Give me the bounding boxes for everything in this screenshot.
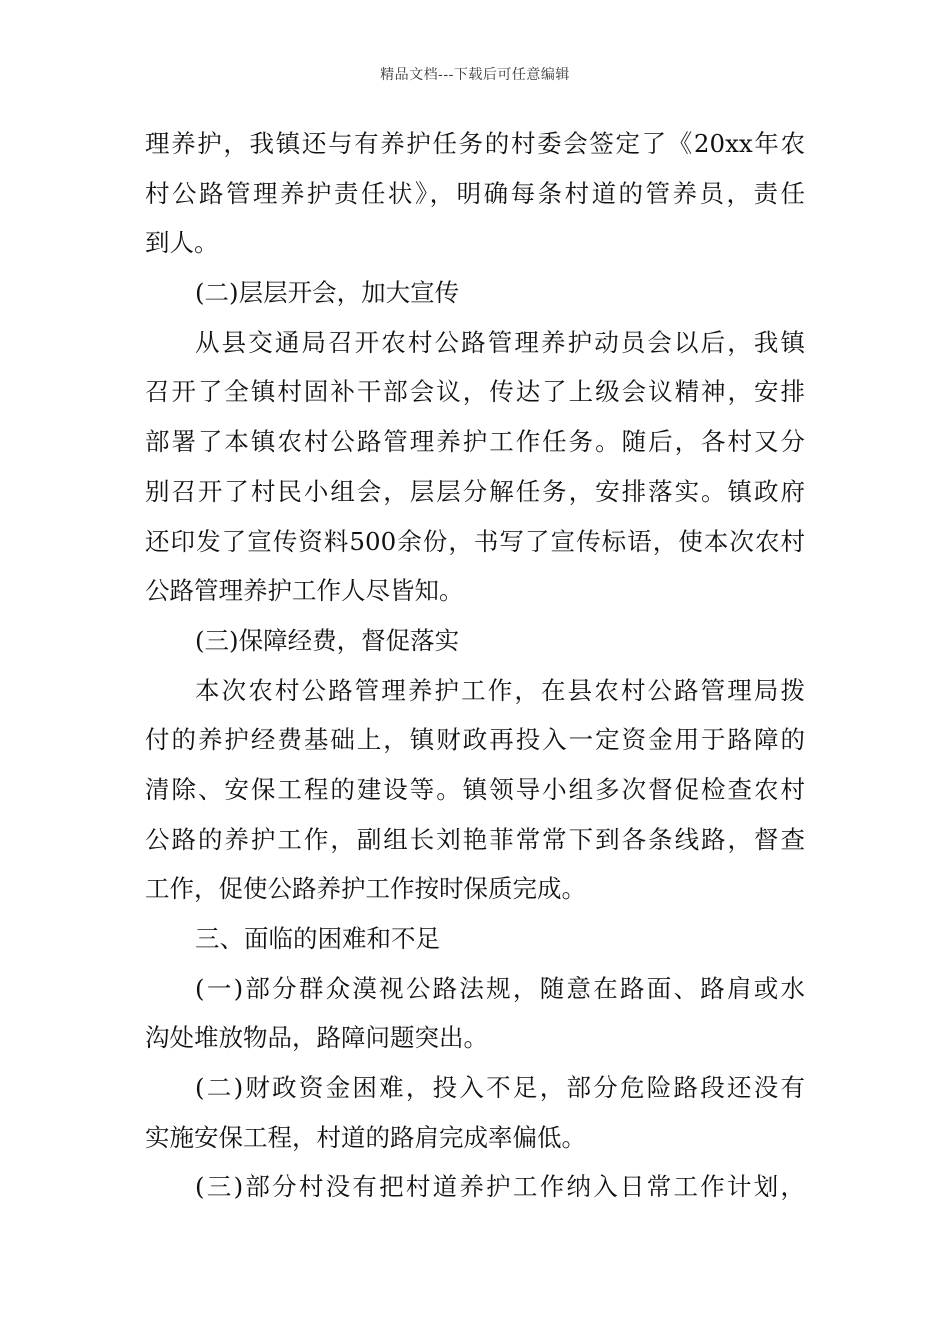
text-line: 还印发了宣传资料500余份，书写了宣传标语，使本次农村 xyxy=(145,526,805,556)
text-line: (一)部分群众漠视公路法规，随意在路面、路肩或水 xyxy=(195,973,805,1003)
text-line: 村公路管理养护责任状》，明确每条村道的管养员，责任 xyxy=(145,178,805,208)
text-line: 沟处堆放物品，路障问题突出。 xyxy=(145,1023,488,1053)
text-line: 理养护，我镇还与有养护任务的村委会签定了《20xx年农 xyxy=(145,129,805,158)
text-line: 公路管理养护工作人尽皆知。 xyxy=(145,576,464,606)
text-line: 别召开了村民小组会，层层分解任务，安排落实。镇政府 xyxy=(145,476,805,506)
text-line: 工作，促使公路养护工作按时保质完成。 xyxy=(145,874,586,904)
document-body xyxy=(145,119,805,1212)
text-line: 召开了全镇村固补干部会议，传达了上级会议精神，安排 xyxy=(145,377,805,407)
text-line: 清除、安保工程的建设等。镇领导小组多次督促检查农村 xyxy=(145,774,805,804)
text-line: 实施安保工程，村道的路肩完成率偏低。 xyxy=(145,1122,586,1152)
text-line: (三)部分村没有把村道养护工作纳入日常工作计划， xyxy=(195,1172,805,1202)
page-header: 精品文档---下载后可任意编辑 xyxy=(380,67,570,83)
text-line: 部署了本镇农村公路管理养护工作任务。随后，各村又分 xyxy=(145,427,805,457)
text-line: (二)财政资金困难，投入不足，部分危险路段还没有 xyxy=(195,1073,805,1103)
text-line: 公路的养护工作，副组长刘艳菲常常下到各条线路，督查 xyxy=(145,824,805,854)
text-line: 到人。 xyxy=(145,228,219,258)
text-line: 付的养护经费基础上，镇财政再投入一定资金用于路障的 xyxy=(145,725,805,755)
text-line: 三、面临的困难和不足 xyxy=(195,924,440,953)
text-line: (二)层层开会，加大宣传 xyxy=(195,278,460,308)
text-line: 本次农村公路管理养护工作，在县农村公路管理局拨 xyxy=(195,675,805,705)
text-line: (三)保障经费，督促落实 xyxy=(195,625,460,655)
text-line: 从县交通局召开农村公路管理养护动员会以后，我镇 xyxy=(195,327,805,357)
